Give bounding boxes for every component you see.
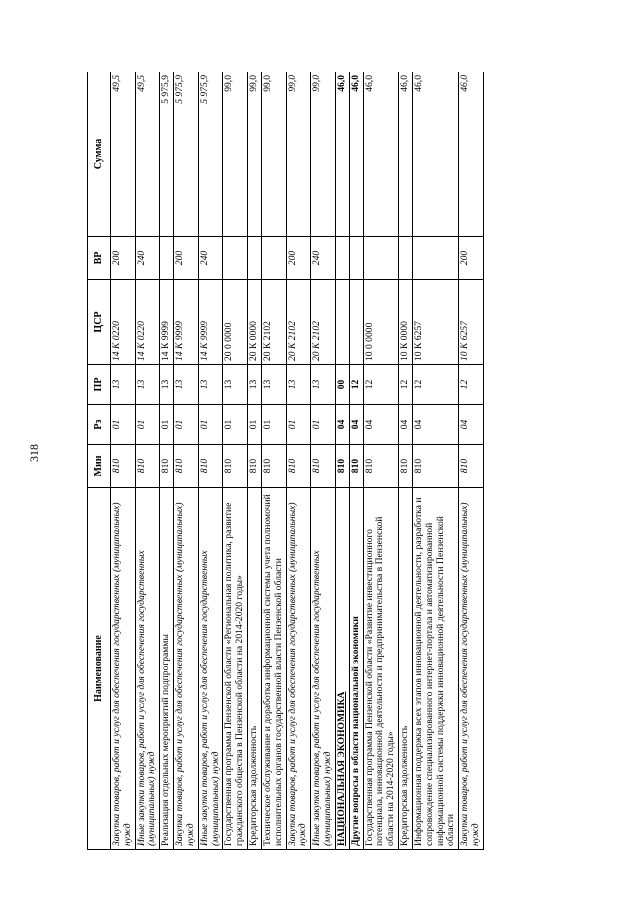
- table-row: [248, 72, 262, 850]
- cell-rz: 04: [349, 405, 363, 445]
- cell-vr: 200: [286, 237, 311, 280]
- cell-name: Закупка товаров, работ и услуг для обеспечения государственных (муниципальных) нужд: [286, 488, 311, 850]
- rotated-table-container: [87, 72, 559, 850]
- cell-csr: 20 К 2102: [261, 280, 286, 365]
- header-min: Мин: [88, 445, 111, 488]
- cell-csr: 14 К 9999: [160, 280, 174, 365]
- cell-min: 810: [459, 445, 484, 488]
- cell-sum: 46,0: [399, 72, 413, 237]
- cell-name: Иные закупки товаров, работ и услуг для обеспечения государственных (муниципальных) нужд: [311, 488, 336, 850]
- cell-min: 810: [311, 445, 336, 488]
- cell-min: 810: [286, 445, 311, 488]
- cell-pr: 12: [399, 365, 413, 405]
- cell-name: Информационная поддержка всех этапов инновационной деятельности, разработка и сопровождение специализированного интернет-портала и автоматизированной информационной системы поддержки инновационной деятельности Пензенской области: [412, 488, 458, 850]
- cell-rz: 01: [311, 405, 336, 445]
- cell-min: 810: [335, 445, 349, 488]
- header-vr: ВР: [88, 237, 111, 280]
- page-number: 318: [27, 444, 41, 462]
- cell-sum: 49,5: [111, 72, 136, 237]
- cell-csr: 14 К 0220: [135, 280, 160, 365]
- cell-min: 810: [349, 445, 363, 488]
- cell-min: 810: [412, 445, 458, 488]
- cell-pr: 13: [248, 365, 262, 405]
- cell-vr: [160, 237, 174, 280]
- cell-rz: 01: [223, 405, 248, 445]
- table-row: [349, 72, 363, 850]
- cell-sum: 99,0: [286, 72, 311, 237]
- cell-csr: [349, 280, 363, 365]
- cell-pr: 12: [363, 365, 398, 405]
- cell-sum: 46,0: [335, 72, 349, 237]
- cell-pr: 13: [160, 365, 174, 405]
- cell-vr: 200: [111, 237, 136, 280]
- cell-vr: 240: [311, 237, 336, 280]
- cell-vr: [349, 237, 363, 280]
- cell-pr: 13: [311, 365, 336, 405]
- cell-min: 810: [135, 445, 160, 488]
- cell-pr: 00: [335, 365, 349, 405]
- cell-min: 810: [399, 445, 413, 488]
- cell-rz: 01: [261, 405, 286, 445]
- cell-name: Закупка товаров, работ и услуг для обеспечения государственных (муниципальных) нужд: [174, 488, 199, 850]
- cell-vr: [399, 237, 413, 280]
- cell-rz: 04: [459, 405, 484, 445]
- cell-pr: 12: [412, 365, 458, 405]
- cell-name: Реализация отдельных мероприятий подпрограммы: [160, 488, 174, 850]
- cell-vr: 200: [174, 237, 199, 280]
- cell-rz: 01: [286, 405, 311, 445]
- cell-name: НАЦИОНАЛЬНАЯ ЭКОНОМИКА: [335, 488, 349, 850]
- cell-sum: 99,0: [261, 72, 286, 237]
- cell-pr: 12: [459, 365, 484, 405]
- cell-min: 810: [261, 445, 286, 488]
- cell-sum: 46,0: [349, 72, 363, 237]
- cell-sum: 46,0: [412, 72, 458, 237]
- table-row: [135, 72, 160, 850]
- cell-name: Государственная программа Пензенской области «Региональная политика, развитие гражданского общества в Пензенской области на 2014-2020 годы»: [223, 488, 248, 850]
- cell-sum: 5 975,9: [174, 72, 199, 237]
- cell-vr: [335, 237, 349, 280]
- header-rz: Рз: [88, 405, 111, 445]
- cell-vr: [248, 237, 262, 280]
- cell-csr: 10 К 6257: [459, 280, 484, 365]
- table-row: [111, 72, 136, 850]
- cell-name: Иные закупки товаров, работ и услуг для обеспечения государственных (муниципальных) нужд: [198, 488, 223, 850]
- cell-pr: 12: [349, 365, 363, 405]
- cell-name: Иные закупки товаров, работ и услуг для обеспечения государственных (муниципальных) нужд: [135, 488, 160, 850]
- cell-pr: 13: [261, 365, 286, 405]
- cell-pr: 13: [198, 365, 223, 405]
- cell-sum: 49,5: [135, 72, 160, 237]
- cell-pr: 13: [135, 365, 160, 405]
- cell-min: 810: [160, 445, 174, 488]
- header-name: Наименование: [88, 488, 111, 850]
- cell-csr: 20 К 0000: [248, 280, 262, 365]
- header-pr: ПР: [88, 365, 111, 405]
- cell-name: Закупка товаров, работ и услуг для обеспечения государственных (муниципальных) нужд: [111, 488, 136, 850]
- header-sum: Сумма: [88, 72, 111, 237]
- cell-vr: [412, 237, 458, 280]
- cell-min: 810: [363, 445, 398, 488]
- cell-rz: 01: [135, 405, 160, 445]
- cell-csr: 20 0 0000: [223, 280, 248, 365]
- cell-sum: 5 975,9: [198, 72, 223, 237]
- cell-vr: [363, 237, 398, 280]
- cell-csr: 20 К 2102: [311, 280, 336, 365]
- table-row: [335, 72, 349, 850]
- cell-sum: 99,0: [311, 72, 336, 237]
- table-header-row: [88, 72, 111, 850]
- cell-sum: 99,0: [248, 72, 262, 237]
- cell-vr: 200: [459, 237, 484, 280]
- table-row: [412, 72, 458, 850]
- cell-name: Кредиторская задолженность: [399, 488, 413, 850]
- cell-rz: 01: [198, 405, 223, 445]
- header-csr: ЦСР: [88, 280, 111, 365]
- cell-name: Государственная программа Пензенской области «Развитие инвестиционного потенциала, инновационной деятельности и предпринимательства в Пензенской области на 2014-2020 годы»: [363, 488, 398, 850]
- cell-min: 810: [248, 445, 262, 488]
- cell-rz: 01: [111, 405, 136, 445]
- cell-vr: [261, 237, 286, 280]
- cell-rz: 01: [160, 405, 174, 445]
- cell-csr: 14 К 9999: [198, 280, 223, 365]
- cell-pr: 13: [111, 365, 136, 405]
- cell-rz: 04: [335, 405, 349, 445]
- cell-name: Кредиторская задолженность: [248, 488, 262, 850]
- table-row: [198, 72, 223, 850]
- cell-csr: 10 0 0000: [363, 280, 398, 365]
- cell-rz: 04: [399, 405, 413, 445]
- cell-name: Другие вопросы в области национальной экономики: [349, 488, 363, 850]
- cell-vr: 240: [135, 237, 160, 280]
- cell-sum: 46,0: [459, 72, 484, 237]
- cell-pr: 13: [174, 365, 199, 405]
- table-row: [261, 72, 286, 850]
- cell-rz: 04: [363, 405, 398, 445]
- cell-rz: 01: [248, 405, 262, 445]
- cell-pr: 13: [223, 365, 248, 405]
- table-row: [174, 72, 199, 850]
- table-row: [363, 72, 398, 850]
- cell-csr: 14 К 9999: [174, 280, 199, 365]
- cell-csr: 20 К 2102: [286, 280, 311, 365]
- cell-min: 810: [198, 445, 223, 488]
- cell-sum: 46,0: [363, 72, 398, 237]
- table-row: [399, 72, 413, 850]
- cell-csr: 10 К 6257: [412, 280, 458, 365]
- cell-csr: 14 К 0220: [111, 280, 136, 365]
- cell-csr: [335, 280, 349, 365]
- cell-min: 810: [174, 445, 199, 488]
- cell-min: 810: [223, 445, 248, 488]
- table-row: [459, 72, 484, 850]
- cell-name: Техническое обслуживание и доработка информационной системы учета полномочий исполнительных органов государственной власти Пензенской области: [261, 488, 286, 850]
- table-row: [160, 72, 174, 850]
- table-row: [223, 72, 248, 850]
- cell-min: 810: [111, 445, 136, 488]
- cell-pr: 13: [286, 365, 311, 405]
- cell-rz: 01: [174, 405, 199, 445]
- cell-vr: 240: [198, 237, 223, 280]
- budget-table: [87, 72, 484, 850]
- cell-vr: [223, 237, 248, 280]
- table-row: [286, 72, 311, 850]
- cell-sum: 99,0: [223, 72, 248, 237]
- cell-name: Закупка товаров, работ и услуг для обеспечения государственных (муниципальных) нужд: [459, 488, 484, 850]
- table-row: [311, 72, 336, 850]
- cell-rz: 04: [412, 405, 458, 445]
- cell-sum: 5 975,9: [160, 72, 174, 237]
- cell-csr: 10 К 0000: [399, 280, 413, 365]
